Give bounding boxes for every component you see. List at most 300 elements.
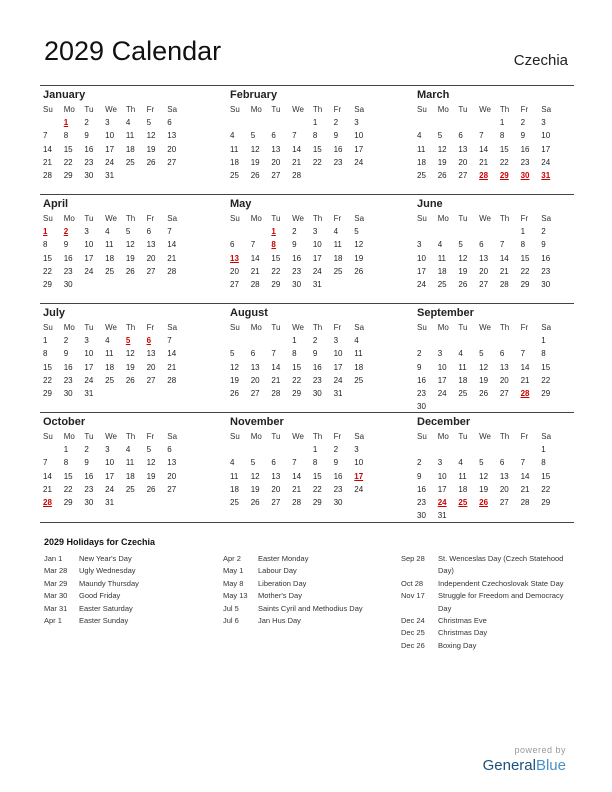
day-cell: 27 bbox=[479, 279, 489, 289]
day-cell: 19 bbox=[479, 484, 489, 494]
month-name: January bbox=[43, 89, 86, 101]
empty-cell bbox=[455, 225, 476, 238]
month-april bbox=[40, 195, 185, 303]
empty-cell bbox=[227, 116, 248, 129]
weekday-header: Mo bbox=[437, 323, 449, 332]
day-cell: 24 bbox=[437, 497, 447, 507]
day-cell: 23 bbox=[84, 484, 94, 494]
holiday-item bbox=[223, 603, 393, 615]
day-cell: 3 bbox=[84, 227, 89, 237]
weekday-header: We bbox=[479, 323, 491, 332]
weekday-header: We bbox=[292, 105, 304, 114]
day-cell: 8 bbox=[292, 349, 297, 359]
day-cell: 10 bbox=[354, 131, 364, 141]
day-cell: 16 bbox=[63, 253, 73, 263]
weekday-header: We bbox=[479, 105, 491, 114]
day-cell: 25 bbox=[230, 170, 239, 180]
weekday-header: We bbox=[479, 432, 491, 441]
day-cell: 11 bbox=[437, 253, 447, 263]
holiday-name: Easter Monday bbox=[258, 554, 309, 563]
day-cell: 21 bbox=[520, 375, 530, 385]
holiday-name: Liberation Day bbox=[258, 578, 307, 588]
month-name: May bbox=[230, 198, 252, 210]
day-cell: 21 bbox=[43, 484, 52, 494]
day-cell: 13 bbox=[250, 362, 260, 372]
weekday-header: Tu bbox=[458, 323, 468, 332]
day-cell: 28 bbox=[292, 497, 302, 507]
day-cell: 14 bbox=[499, 253, 509, 263]
day-cell: 10 bbox=[84, 349, 94, 359]
day-cell: 9 bbox=[63, 349, 69, 359]
empty-cell bbox=[455, 334, 476, 347]
day-cell: 11 bbox=[125, 131, 135, 141]
weekday-header: Tu bbox=[84, 323, 94, 332]
day-cell: 5 bbox=[125, 227, 131, 237]
day-cell: 22 bbox=[43, 266, 52, 276]
day-cell: 15 bbox=[43, 253, 52, 263]
day-cell: 2 bbox=[312, 336, 318, 346]
empty-cell bbox=[435, 225, 456, 238]
day-cell: 22 bbox=[63, 157, 73, 167]
day-cell: 6 bbox=[167, 118, 172, 128]
day-cell: 20 bbox=[271, 157, 281, 167]
quarter-row bbox=[40, 412, 574, 521]
month-name: June bbox=[417, 198, 443, 210]
day-cell: 12 bbox=[230, 362, 239, 372]
day-cell: 3 bbox=[105, 118, 110, 128]
day-cell: 16 bbox=[312, 362, 322, 372]
weekday-header: Mo bbox=[437, 105, 449, 114]
weekday-header: Fr bbox=[146, 432, 155, 441]
day-cell: 28 bbox=[167, 266, 177, 276]
empty-cell bbox=[268, 334, 289, 347]
weekday-header: We bbox=[292, 432, 304, 441]
day-cell: 17 bbox=[84, 362, 94, 372]
day-cell: 7 bbox=[499, 240, 505, 250]
holiday-item bbox=[401, 590, 573, 615]
day-cell: 7 bbox=[250, 240, 256, 250]
day-cell: 22 bbox=[292, 375, 302, 385]
weekday-header: Fr bbox=[520, 105, 529, 114]
day-cell: 10 bbox=[437, 471, 447, 481]
day-cell: 1 bbox=[43, 336, 48, 346]
day-cell: 27 bbox=[146, 266, 156, 276]
day-cell: 31 bbox=[312, 279, 322, 289]
day-cell: 8 bbox=[43, 240, 48, 250]
day-cell: 4 bbox=[105, 227, 110, 237]
day-cell: 8 bbox=[541, 349, 546, 359]
day-cell: 21 bbox=[167, 362, 177, 372]
weekday-header: Su bbox=[43, 105, 53, 114]
day-cell: 17 bbox=[105, 144, 115, 154]
weekday-header: Tu bbox=[458, 214, 468, 223]
weekday-header: Mo bbox=[437, 432, 449, 441]
month-june bbox=[414, 195, 559, 303]
day-cell: 17 bbox=[333, 362, 343, 372]
holiday-item bbox=[44, 615, 214, 627]
day-cell: 9 bbox=[417, 471, 422, 481]
day-cell: 10 bbox=[417, 253, 426, 263]
day-cell: 7 bbox=[271, 349, 276, 359]
month-september bbox=[414, 304, 559, 412]
day-cell: 23 bbox=[292, 266, 302, 276]
day-cell: 14 bbox=[292, 471, 302, 481]
day-cell: 25 bbox=[437, 279, 447, 289]
day-cell: 5 bbox=[146, 118, 152, 128]
holiday-item bbox=[401, 553, 573, 578]
day-cell: 7 bbox=[520, 458, 526, 468]
day-cell: 22 bbox=[63, 484, 73, 494]
day-cell: 20 bbox=[271, 484, 281, 494]
weekday-header: Mo bbox=[63, 105, 75, 114]
day-cell: 26 bbox=[250, 497, 260, 507]
weekday-header: We bbox=[105, 105, 117, 114]
day-cell: 16 bbox=[292, 253, 302, 263]
month-july bbox=[40, 304, 185, 412]
weekday-header: Th bbox=[125, 214, 136, 223]
day-cell: 18 bbox=[125, 471, 135, 481]
page-title: 2029 Calendar bbox=[44, 36, 222, 66]
day-cell: 28 bbox=[250, 279, 260, 289]
month-days bbox=[414, 321, 559, 413]
empty-cell bbox=[497, 443, 518, 456]
month-name: October bbox=[43, 416, 86, 428]
day-cell: 7 bbox=[520, 349, 526, 359]
day-cell: 31 bbox=[437, 511, 447, 521]
weekday-header: Mo bbox=[437, 214, 449, 223]
day-cell: 12 bbox=[146, 458, 156, 468]
day-cell: 9 bbox=[417, 362, 422, 372]
day-cell: 10 bbox=[105, 131, 115, 141]
day-cell: 23 bbox=[63, 266, 73, 276]
day-cell: 25 bbox=[417, 170, 426, 180]
holiday-item bbox=[401, 615, 573, 627]
day-cell: 9 bbox=[312, 349, 318, 359]
weekday-header: Sa bbox=[354, 432, 365, 441]
day-cell: 11 bbox=[230, 471, 239, 481]
day-cell: 1 bbox=[63, 118, 69, 128]
day-cell: 26 bbox=[479, 388, 489, 398]
weekday-header: Fr bbox=[520, 323, 529, 332]
holiday-name: Christmas Eve bbox=[438, 616, 487, 626]
day-cell: 1 bbox=[271, 227, 276, 237]
day-cell: 8 bbox=[43, 349, 48, 359]
day-cell: 18 bbox=[354, 362, 364, 372]
day-cell: 2 bbox=[417, 349, 422, 359]
month-days bbox=[40, 430, 185, 509]
day-cell: 8 bbox=[312, 131, 318, 141]
day-cell: 30 bbox=[292, 279, 302, 289]
day-cell: 14 bbox=[271, 362, 281, 372]
day-cell: 31 bbox=[333, 388, 343, 398]
holiday-name: Jan Hus Day bbox=[258, 616, 301, 626]
day-cell: 26 bbox=[458, 279, 468, 289]
day-cell: 22 bbox=[541, 484, 551, 494]
day-cell: 16 bbox=[541, 253, 551, 263]
day-cell: 14 bbox=[520, 471, 530, 481]
day-cell: 20 bbox=[250, 375, 260, 385]
day-cell: 22 bbox=[499, 157, 509, 167]
day-cell: 30 bbox=[333, 497, 343, 507]
holidays-title: 2029 Holidays for Czechia bbox=[44, 537, 156, 547]
country-label: Czechia bbox=[513, 52, 568, 69]
day-cell: 13 bbox=[167, 131, 177, 141]
holiday-date: Mar 31 bbox=[44, 603, 68, 613]
day-cell: 27 bbox=[271, 170, 281, 180]
weekday-header: Mo bbox=[63, 432, 75, 441]
weekday-header: Su bbox=[417, 105, 427, 114]
day-cell: 15 bbox=[541, 362, 551, 372]
empty-cell bbox=[497, 225, 518, 238]
day-cell: 23 bbox=[312, 375, 322, 385]
day-cell: 12 bbox=[125, 349, 135, 359]
weekday-header: We bbox=[105, 323, 117, 332]
day-cell: 28 bbox=[520, 497, 530, 507]
day-cell: 25 bbox=[125, 157, 135, 167]
day-cell: 11 bbox=[105, 240, 114, 250]
day-cell: 23 bbox=[417, 497, 426, 507]
day-cell: 15 bbox=[541, 471, 551, 481]
day-cell: 13 bbox=[271, 471, 281, 481]
weekday-header: Sa bbox=[167, 214, 178, 223]
holiday-column-1 bbox=[44, 553, 214, 627]
day-cell: 24 bbox=[354, 157, 364, 167]
day-cell: 19 bbox=[125, 253, 135, 263]
day-cell: 30 bbox=[84, 170, 94, 180]
holiday-date: May 8 bbox=[223, 578, 244, 588]
holiday-date: Jan 1 bbox=[44, 554, 63, 563]
day-cell: 26 bbox=[250, 170, 260, 180]
divider bbox=[40, 522, 574, 523]
holiday-item bbox=[44, 578, 214, 590]
day-cell: 23 bbox=[84, 157, 94, 167]
day-cell: 13 bbox=[230, 253, 239, 263]
day-cell: 25 bbox=[105, 266, 115, 276]
weekday-header: Sa bbox=[541, 323, 552, 332]
day-cell: 21 bbox=[43, 157, 52, 167]
day-cell: 11 bbox=[230, 144, 239, 154]
day-cell: 3 bbox=[541, 118, 546, 128]
day-cell: 14 bbox=[43, 144, 52, 154]
weekday-header: Th bbox=[499, 214, 510, 223]
weekday-header: Tu bbox=[271, 214, 281, 223]
day-cell: 2 bbox=[63, 336, 69, 346]
empty-cell bbox=[268, 116, 289, 129]
day-cell: 16 bbox=[520, 144, 530, 154]
day-cell: 8 bbox=[499, 131, 505, 141]
weekday-header: Fr bbox=[146, 323, 155, 332]
day-cell: 14 bbox=[292, 144, 302, 154]
day-cell: 23 bbox=[333, 484, 343, 494]
month-name: July bbox=[43, 307, 66, 319]
day-cell: 10 bbox=[84, 240, 94, 250]
day-cell: 8 bbox=[520, 240, 526, 250]
weekday-header: Su bbox=[417, 432, 427, 441]
day-cell: 25 bbox=[125, 484, 135, 494]
empty-cell bbox=[476, 334, 497, 347]
day-cell: 13 bbox=[271, 144, 281, 154]
day-cell: 29 bbox=[541, 497, 551, 507]
month-october bbox=[40, 413, 185, 521]
empty-cell bbox=[248, 334, 269, 347]
day-cell: 4 bbox=[417, 131, 422, 141]
day-cell: 21 bbox=[250, 266, 260, 276]
weekday-header: Sa bbox=[541, 214, 552, 223]
day-cell: 5 bbox=[146, 445, 152, 455]
day-cell: 29 bbox=[63, 497, 73, 507]
day-cell: 19 bbox=[250, 484, 260, 494]
empty-cell bbox=[227, 334, 248, 347]
day-cell: 16 bbox=[84, 144, 94, 154]
day-cell: 30 bbox=[417, 402, 426, 412]
day-cell: 7 bbox=[43, 131, 48, 141]
day-cell: 3 bbox=[417, 240, 422, 250]
day-cell: 29 bbox=[63, 170, 73, 180]
weekday-header: Th bbox=[499, 432, 510, 441]
day-cell: 15 bbox=[292, 362, 302, 372]
empty-cell bbox=[414, 225, 435, 238]
day-cell: 18 bbox=[458, 484, 468, 494]
day-cell: 28 bbox=[167, 375, 177, 385]
day-cell: 23 bbox=[520, 157, 530, 167]
weekday-header: Th bbox=[125, 105, 136, 114]
day-cell: 5 bbox=[250, 131, 256, 141]
empty-cell bbox=[248, 443, 269, 456]
month-name: September bbox=[417, 307, 474, 319]
quarter-row bbox=[40, 85, 574, 194]
day-cell: 14 bbox=[479, 144, 489, 154]
weekday-header: Su bbox=[230, 432, 240, 441]
day-cell: 26 bbox=[437, 170, 447, 180]
weekday-header: Th bbox=[312, 105, 323, 114]
day-cell: 10 bbox=[105, 458, 115, 468]
day-cell: 18 bbox=[437, 266, 447, 276]
month-days bbox=[414, 212, 559, 291]
day-cell: 5 bbox=[437, 131, 443, 141]
day-cell: 14 bbox=[167, 240, 177, 250]
holiday-date: Dec 24 bbox=[401, 616, 425, 626]
day-cell: 5 bbox=[250, 458, 256, 468]
day-cell: 17 bbox=[541, 144, 551, 154]
day-cell: 24 bbox=[437, 388, 447, 398]
day-cell: 29 bbox=[43, 279, 52, 289]
day-cell: 19 bbox=[146, 144, 156, 154]
day-cell: 4 bbox=[125, 445, 131, 455]
day-cell: 29 bbox=[271, 279, 281, 289]
empty-cell bbox=[435, 116, 456, 129]
day-cell: 6 bbox=[230, 240, 235, 250]
month-days bbox=[414, 103, 559, 182]
day-cell: 16 bbox=[63, 362, 73, 372]
day-cell: 6 bbox=[146, 336, 152, 346]
day-cell: 7 bbox=[167, 336, 172, 346]
holiday-column-2 bbox=[223, 553, 393, 627]
weekday-header: Mo bbox=[63, 323, 75, 332]
holiday-name: Christmas Day bbox=[438, 628, 488, 638]
day-cell: 13 bbox=[146, 349, 156, 359]
day-cell: 22 bbox=[520, 266, 530, 276]
day-cell: 26 bbox=[125, 375, 135, 385]
day-cell: 10 bbox=[333, 349, 343, 359]
day-cell: 30 bbox=[541, 279, 551, 289]
day-cell: 16 bbox=[333, 471, 343, 481]
weekday-header: Th bbox=[499, 105, 510, 114]
day-cell: 29 bbox=[499, 170, 509, 180]
weekday-header: Th bbox=[312, 432, 323, 441]
day-cell: 18 bbox=[230, 157, 239, 167]
holiday-name: St. Wenceslas Day (Czech Statehood Day) bbox=[438, 554, 564, 576]
day-cell: 7 bbox=[292, 458, 297, 468]
day-cell: 1 bbox=[541, 445, 546, 455]
day-cell: 15 bbox=[499, 144, 509, 154]
day-cell: 6 bbox=[499, 349, 505, 359]
month-days bbox=[227, 103, 372, 182]
holiday-date: Oct 28 bbox=[401, 578, 424, 588]
day-cell: 1 bbox=[63, 445, 69, 455]
day-cell: 4 bbox=[230, 131, 235, 141]
day-cell: 28 bbox=[43, 497, 52, 507]
weekday-header: Mo bbox=[250, 105, 262, 114]
holiday-date: Jul 6 bbox=[223, 616, 239, 626]
day-cell: 15 bbox=[312, 471, 322, 481]
weekday-header: Fr bbox=[146, 214, 155, 223]
day-cell: 1 bbox=[312, 118, 318, 128]
holiday-date: Mar 28 bbox=[44, 566, 68, 576]
day-cell: 19 bbox=[458, 266, 468, 276]
day-cell: 23 bbox=[417, 388, 426, 398]
day-cell: 17 bbox=[437, 484, 447, 494]
month-days bbox=[40, 212, 185, 291]
weekday-header: Tu bbox=[271, 323, 281, 332]
day-cell: 13 bbox=[146, 240, 156, 250]
day-cell: 4 bbox=[458, 458, 463, 468]
day-cell: 2 bbox=[333, 118, 339, 128]
day-cell: 8 bbox=[312, 458, 318, 468]
day-cell: 14 bbox=[520, 362, 530, 372]
day-cell: 3 bbox=[354, 445, 359, 455]
day-cell: 31 bbox=[105, 170, 115, 180]
day-cell: 22 bbox=[541, 375, 551, 385]
day-cell: 2 bbox=[520, 118, 526, 128]
day-cell: 11 bbox=[458, 362, 467, 372]
day-cell: 18 bbox=[458, 375, 468, 385]
weekday-header: Th bbox=[312, 214, 323, 223]
day-cell: 13 bbox=[458, 144, 468, 154]
empty-cell bbox=[414, 116, 435, 129]
holiday-item bbox=[223, 565, 393, 577]
day-cell: 30 bbox=[63, 279, 73, 289]
empty-cell bbox=[414, 334, 435, 347]
day-cell: 10 bbox=[437, 362, 447, 372]
day-cell: 15 bbox=[63, 471, 73, 481]
empty-cell bbox=[518, 334, 539, 347]
day-cell: 3 bbox=[105, 445, 110, 455]
day-cell: 24 bbox=[417, 279, 426, 289]
day-cell: 26 bbox=[146, 157, 156, 167]
day-cell: 12 bbox=[437, 144, 447, 154]
weekday-header: Fr bbox=[520, 214, 529, 223]
holiday-name: Easter Sunday bbox=[79, 616, 129, 626]
month-name: April bbox=[43, 198, 69, 210]
month-name: February bbox=[230, 89, 278, 101]
weekday-header: We bbox=[105, 432, 117, 441]
day-cell: 12 bbox=[125, 240, 135, 250]
empty-cell bbox=[268, 443, 289, 456]
holiday-name: New Year's Day bbox=[79, 554, 132, 563]
empty-cell bbox=[476, 225, 497, 238]
holiday-item bbox=[401, 578, 573, 590]
empty-cell bbox=[227, 225, 248, 238]
